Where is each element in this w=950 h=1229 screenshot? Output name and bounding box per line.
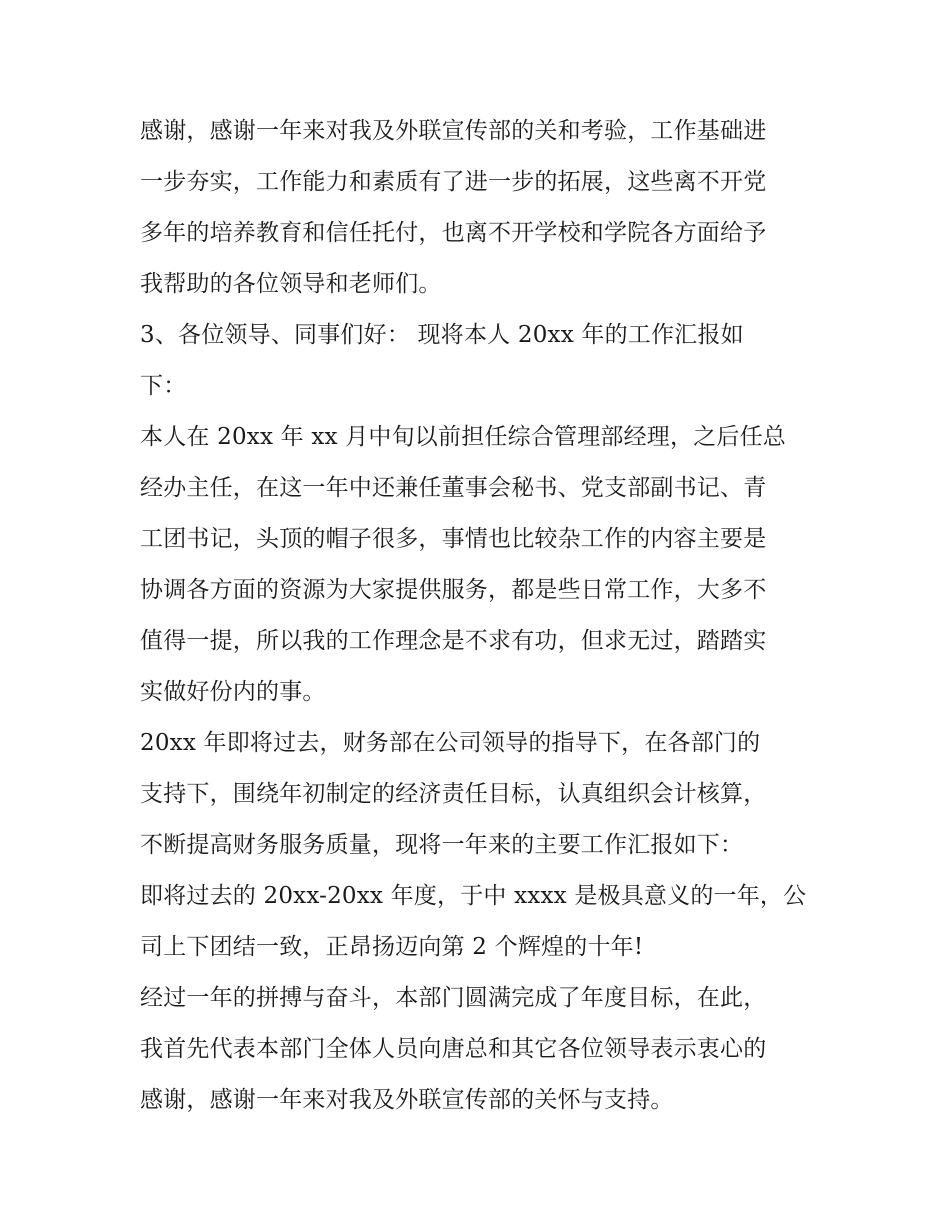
text-line: 不断提高财务服务质量，现将一年来的主要工作汇报如下： [140, 832, 744, 858]
text-line: 即将过去的 20xx-20xx 年度，于中 xxxx 是极具意义的一年，公 [140, 883, 807, 909]
text-line: 我帮助的各位领导和老师们。 [140, 271, 442, 297]
text-line: 实做好份内的事。 [140, 679, 326, 705]
text-line: 本人在 20xx 年 xx 月中旬以前担任综合管理部经理，之后任总 [140, 424, 786, 450]
text-line: 感谢，感谢一年来对我及外联宣传部的关和考验，工作基础进 [140, 118, 767, 144]
text-line: 3、各位领导、同事们好： 现将本人 20xx 年的工作汇报如 [140, 322, 744, 348]
text-line: 经办主任，在这一年中还兼任董事会秘书、党支部副书记、青 [140, 475, 767, 501]
text-line: 支持下，围绕年初制定的经济责任目标，认真组织会计核算， [140, 781, 767, 807]
text-line: 我首先代表本部门全体人员向唐总和其它各位领导表示衷心的 [140, 1036, 767, 1062]
text-line: 工团书记，头顶的帽子很多，事情也比较杂工作的内容主要是 [140, 526, 767, 552]
document-body [140, 106, 820, 1126]
text-line: 值得一提，所以我的工作理念是不求有功，但求无过，踏踏实 [140, 628, 767, 654]
text-line: 下： [140, 373, 187, 399]
text-line: 经过一年的拼搏与奋斗，本部门圆满完成了年度目标，在此， [140, 985, 767, 1011]
text-line: 司上下团结一致，正昂扬迈向第 2 个辉煌的十年! [140, 934, 644, 960]
text-line: 一步夯实，工作能力和素质有了进一步的拓展，这些离不开党 [140, 169, 767, 195]
text-line: 20xx 年即将过去，财务部在公司领导的指导下，在各部门的 [140, 730, 761, 756]
text-line: 感谢，感谢一年来对我及外联宣传部的关怀与支持。 [140, 1087, 674, 1113]
text-line: 多年的培养教育和信任托付，也离不开学校和学院各方面给予 [140, 220, 767, 246]
text-line: 协调各方面的资源为大家提供服务，都是些日常工作，大多不 [140, 577, 767, 603]
